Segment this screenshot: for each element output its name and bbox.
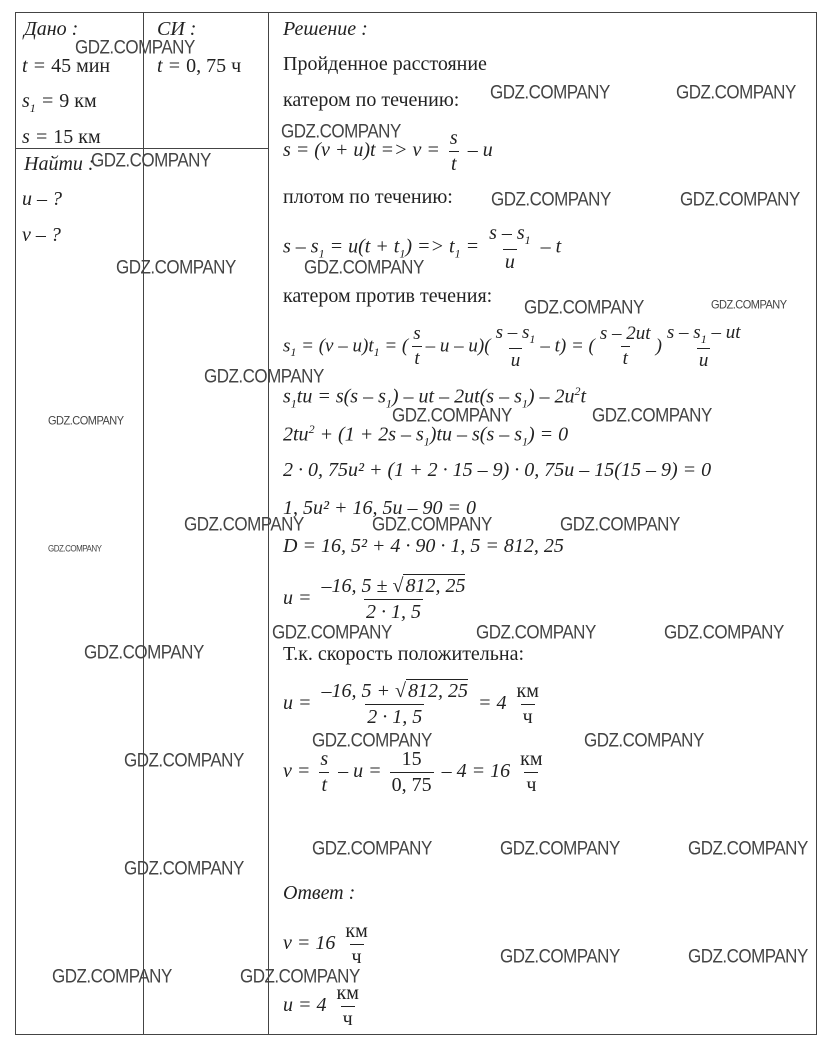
answer-u: u = 4 $\frac{км}{ч}$: [283, 982, 359, 1030]
watermark: GDZ.COMPANY: [490, 81, 610, 104]
unit-km-per-h-v: $\frac{км}{ч}$: [520, 748, 543, 796]
given-s1: $s_1 = 9$ км: [22, 90, 97, 115]
equation-boat-downstream: s = (v + u)t => v = $\frac{s}{t}$ – u: [283, 127, 493, 175]
equation-expanded: $s_1tu = s(s - s_1)$ – ut – $2ut(s - s_1) - 2u^2t$: [283, 384, 587, 411]
watermark: GDZ.COMPANY: [392, 404, 512, 427]
fraction-15-over-075: $\frac{15}{0, 75}$: [391, 748, 432, 796]
answer-v: v = 16 $\frac{км}{ч}$: [283, 920, 368, 968]
watermark: GDZ.COMPANY: [75, 36, 195, 59]
watermark: GDZ.COMPANY: [124, 749, 244, 772]
fraction-roots: $\frac{-16, 5 \pm √ 812, 25}{2 \cdot 1, 5}$: [321, 575, 466, 623]
watermark: GDZ.COMPANY: [304, 256, 424, 279]
solution-text-positive: Т.к. скорость положительна:: [283, 643, 525, 665]
watermark: GDZ.COMPANY: [592, 404, 712, 427]
given-t-value: 45 мин: [51, 55, 111, 77]
watermark: GDZ.COMPANY: [91, 149, 211, 172]
fraction-s-s1-u: $\frac{s - s_1}{u}$: [495, 322, 536, 371]
watermark: GDZ.COMPANY: [272, 621, 392, 644]
watermark: GDZ.COMPANY: [491, 188, 611, 211]
unit-km-per-h-u: $\frac{км}{ч}$: [516, 680, 539, 728]
fraction-s-2ut: $\frac{s - 2ut}{t}$: [599, 323, 651, 370]
watermark: GDZ.COMPANY: [116, 256, 236, 279]
equation-roots: u = $\frac{-16, 5 \pm √ 812, 25}{2 \cdot 1, 5}$: [283, 575, 466, 623]
watermark: GDZ.COMPANY: [240, 965, 360, 988]
si-t-value: 0, 75 ч: [186, 55, 242, 77]
fraction-s-s1-ut: $\frac{s - s_1 - ut}{u}$: [666, 322, 741, 371]
solution-text-boat-upstream: катером против течения:: [283, 285, 493, 307]
watermark: GDZ.COMPANY: [500, 837, 620, 860]
watermark: GDZ.COMPANY: [312, 729, 432, 752]
equation-raft: $s - s_1 = u(t + t_1) => t_1$ = $\frac{s - s_1}{u}$ – t: [283, 222, 562, 273]
watermark: GDZ.COMPANY: [184, 513, 304, 536]
given-header: Дано :: [24, 18, 79, 40]
watermark: GDZ.COMPANY: [664, 621, 784, 644]
equation-boat-upstream: $s_1 = (v - u)t_1$ = ( $\frac{s}{t}$ – u – u)( $\frac{s - s_1}{u}$ – t) = ( $\frac{s - 2ut}{t}$ ) $\frac{s - s_1 - ut}{u}$: [283, 322, 741, 371]
si-t: t = 0, 75 ч: [157, 55, 242, 77]
watermark: GDZ.COMPANY: [476, 621, 596, 644]
given-s: s = 15 км: [22, 126, 101, 148]
find-v: v – ?: [22, 224, 61, 246]
given-t: t = 45 мин: [22, 55, 111, 77]
answer-header: Ответ :: [283, 882, 356, 904]
watermark: GDZ.COMPANY: [372, 513, 492, 536]
watermark: GDZ.COMPANY: [312, 837, 432, 860]
equation-discriminant: D = 16, 5² + 4 · 90 · 1, 5 = 812, 25: [283, 535, 564, 557]
fraction-raft: $\frac{s - s_1}{u}$: [489, 222, 531, 273]
find-u: u – ?: [22, 188, 62, 210]
fraction-s-t: $\frac{s}{t}$: [413, 323, 421, 370]
watermark: GDZ.COMPANY: [680, 188, 800, 211]
watermark: GDZ.COMPANY: [204, 365, 324, 388]
fraction-s-over-t-v: $\frac{s}{t}$: [320, 748, 329, 796]
solution-text-boat-downstream: катером по течению:: [283, 89, 460, 111]
watermark: GDZ.COMPANY: [84, 641, 204, 664]
watermark: GDZ.COMPANY: [124, 857, 244, 880]
unit-km-per-h-answer-v: $\frac{км}{ч}$: [345, 920, 368, 968]
table-bottom-border: [15, 1034, 817, 1035]
watermark: GDZ.COMPANY: [676, 81, 796, 104]
fraction-u-result: $\frac{-16, 5 + √ 812, 25}{2 \cdot 1, 5}$: [321, 680, 468, 728]
unit-km-per-h-answer-u: $\frac{км}{ч}$: [336, 982, 359, 1030]
watermark: GDZ.COMPANY: [711, 298, 787, 312]
equation-v-result: v = $\frac{s}{t}$ – u = $\frac{15}{0, 75}$ – 4 = 16 $\frac{км}{ч}$: [283, 748, 543, 796]
solution-text-distance: Пройденное расстояние: [283, 53, 487, 75]
solution-text-raft: плотом по течению:: [283, 186, 453, 208]
watermark: GDZ.COMPANY: [524, 296, 644, 319]
watermark: GDZ.COMPANY: [584, 729, 704, 752]
given-s-value: 15 км: [53, 126, 101, 148]
si-header: СИ :: [157, 18, 197, 40]
watermark: GDZ.COMPANY: [52, 965, 172, 988]
watermark: GDZ.COMPANY: [48, 543, 102, 554]
watermark: GDZ.COMPANY: [688, 837, 808, 860]
fraction-s-over-t: $\frac{s}{t}$: [449, 127, 458, 175]
table-right-border: [816, 12, 817, 1035]
equation-u-result: u = $\frac{-16, 5 + √ 812, 25}{2 \cdot 1, 5}$ = 4 $\frac{км}{ч}$: [283, 680, 539, 728]
watermark: GDZ.COMPANY: [688, 945, 808, 968]
watermark: GDZ.COMPANY: [281, 120, 401, 143]
equation-substituted: 2 · 0, 75u² + (1 + 2 · 15 – 9) · 0, 75u – 15(15 – 9) = 0: [283, 459, 712, 481]
solution-header: Решение :: [283, 18, 368, 40]
equation-quadratic-general: $2tu^2 + (1 + 2s - s_1)tu - s(s - s_1) = 0$: [283, 422, 569, 449]
watermark: GDZ.COMPANY: [560, 513, 680, 536]
table-top-border: [15, 12, 817, 13]
given-s1-value: 9 км: [59, 90, 97, 112]
table-left-border: [15, 12, 16, 1035]
find-header: Найти :: [24, 153, 95, 175]
watermark: GDZ.COMPANY: [500, 945, 620, 968]
watermark: GDZ.COMPANY: [48, 414, 124, 428]
equation-quadratic: 1, 5u² + 16, 5u – 90 = 0: [283, 497, 476, 519]
